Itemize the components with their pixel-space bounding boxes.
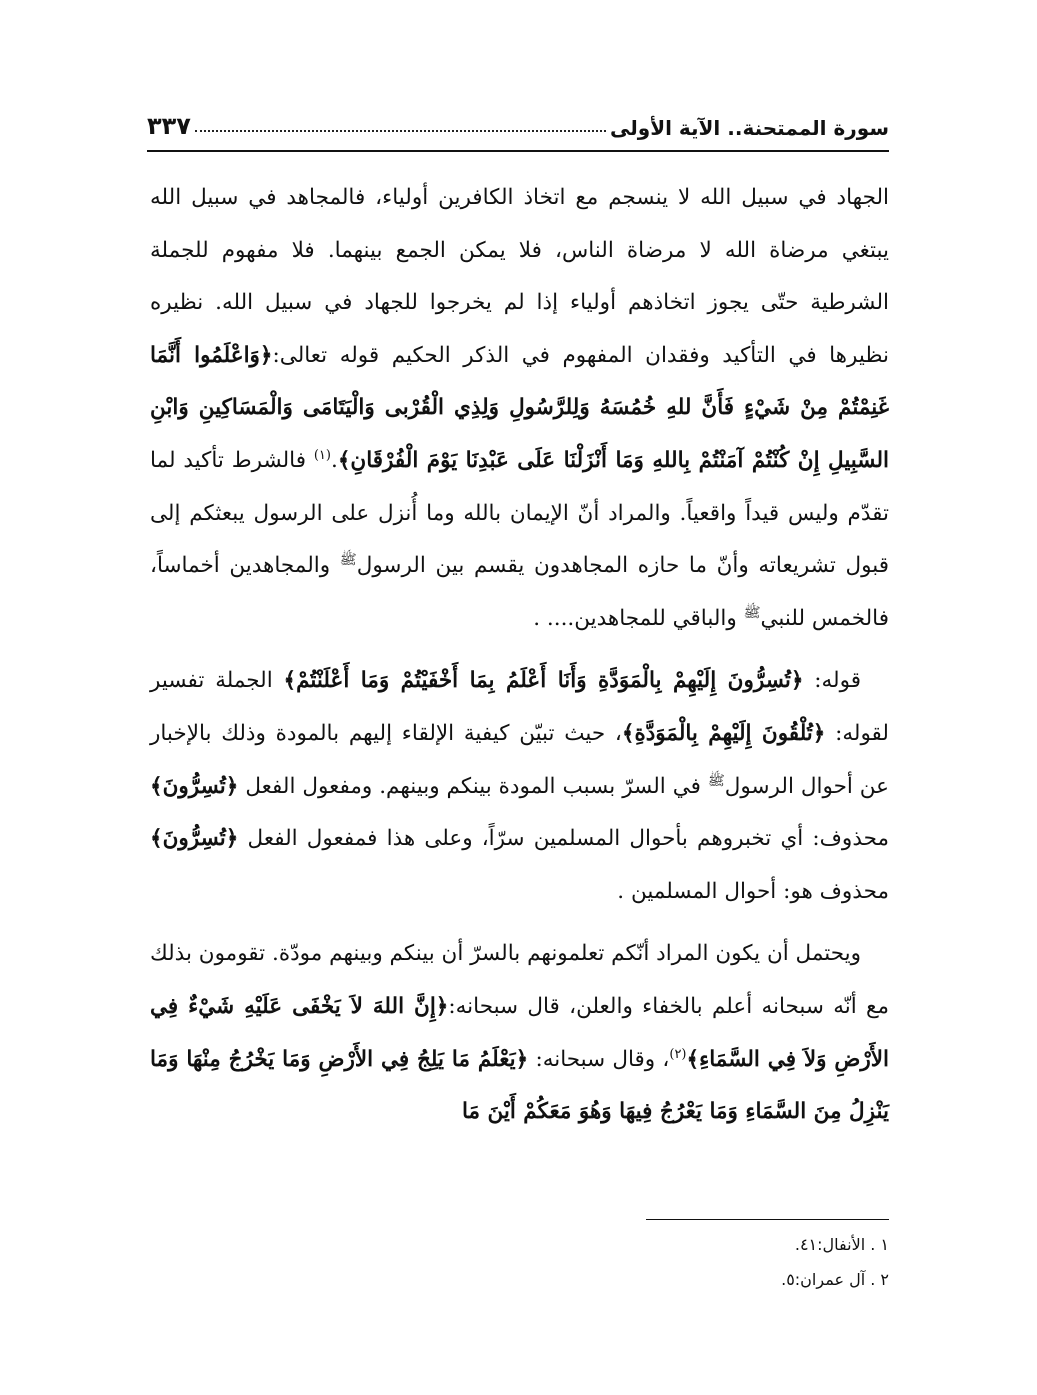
body-text: قوله: — [803, 668, 861, 694]
body-text: محذوف: أي تخبروهم بأحوال المسلمين سرّاً، وعلى هذا فمفعول الفعل — [238, 826, 889, 852]
body-text: فالشرط تأكيد لما تقدّم وليس قيداً واقعياً. والمراد أنّ الإيمان بالله وما أُنزل على الرسول يبعثكم إلى قبول تشريعاته وأنّ ما حازه المجاهدون يقسم بين الرسول — [150, 447, 889, 579]
paragraph-3 — [150, 928, 889, 1138]
footnote-ref: (١) — [313, 447, 331, 463]
body-text: ، وقال سبحانه: — [528, 1046, 670, 1072]
body-text: الجهاد في سبيل الله لا ينسجم مع اتخاذ الكافرين أولياء، فالمجاهد في سبيل الله يبتغي مرضاة الله لا مرضاة الناس، فلا يمكن الجمع بينهما. فلا مفهوم للجملة الشرطية حتّى يجوز اتخاذهم أولياء إذا لم يخرجوا للجهاد في سبيل الله. نظيره نظيرها في التأكيد وفقدان المفهوم في الذكر الحكيم قوله تعالى: — [150, 185, 889, 368]
footnote-1: ١ . الأنفال:٤١. — [794, 1235, 889, 1254]
honorific-glyph: ﷺ — [339, 552, 357, 568]
body-text: الجملة تفسير لقوله: — [150, 668, 889, 746]
footnote-divider — [646, 1219, 889, 1220]
body-text: في السرّ بسبب المودة بينكم وبينهم. ومفعول الفعل — [238, 773, 708, 799]
quran-verse: ﴿تُسِرُّونَ إِلَيْهِمْ بِالْمَوَدَّةِ وَأَنَا أَعْلَمُ بِمَا أَخْفَيْتُمْ وَمَا أَعْلَنْتُمْ﴾ — [283, 668, 804, 694]
chapter-title: سورة الممتحنة.. الآية الأولى — [610, 116, 889, 140]
paragraph-2 — [150, 655, 889, 918]
page-number: ٣٣٧ — [147, 112, 191, 140]
header-divider — [147, 150, 889, 152]
body-text: ، حيث تبيّن كيفية الإلقاء إليهم بالمودة وذلك بالإخبار عن أحوال الرسول — [150, 720, 889, 799]
body-text: محذوف هو: أحوال المسلمين . — [617, 878, 889, 904]
body-text: . — [330, 447, 338, 473]
leader-dots — [195, 129, 606, 132]
quran-verse: ﴿تُسِرُّونَ﴾ — [150, 773, 239, 799]
honorific-glyph: ﷺ — [707, 772, 725, 789]
quran-verse: ﴿تُلْقُونَ إِلَيْهِمْ بِالْمَوَدَّةِ﴾ — [621, 720, 826, 746]
running-header — [147, 98, 889, 140]
body-text: والباقي للمجاهدين.... . — [533, 605, 744, 631]
quran-verse: ﴿وَاعْلَمُوا أَنَّمَا غَنِمْتُمْ مِنْ شَيْءٍ فَأَنَّ للهِ خُمُسَهُ وَلِلرَّسُولِ وَلِذِي الْقُرْبى وَالْيَتَامَى وَالْمَسَاكِينِ وَابْنِ السَّبِيلِ إِنْ كُنْتُمْ آمَنْتُمْ بِاللهِ وَمَا أَنْزَلْنَا عَلَى عَبْدِنَا يَوْمَ الْفُرْقَانِ﴾ — [150, 342, 890, 473]
main-text — [150, 172, 889, 1139]
quran-verse: ﴿إِنَّ اللهَ لاَ يَخْفَى عَلَيْهِ شَيْءٌ فِي الأَرْضِ وَلاَ فِي السَّمَاءِ﴾ — [150, 993, 889, 1072]
honorific-glyph: ﷺ — [743, 604, 761, 621]
body-text: ويحتمل أن يكون المراد أنّكم تعلمونهم بالسرّ أن بينكم وبينهم مودّة. تقومون بذلك مع أنّه سبحانه أعلم بالخفاء والعلن، قال سبحانه: — [150, 941, 889, 1019]
footnotes — [489, 1227, 889, 1297]
quran-verse: ﴿يَعْلَمُ مَا يَلِجُ فِي الأَرْضِ وَمَا يَخْرُجُ مِنْهَا وَمَا يَنْزِلُ مِنَ السَّمَاءِ وَمَا يَعْرُجُ فِيهَا وَهُوَ مَعَكُمْ أَيْنَ مَا — [150, 1046, 889, 1125]
quran-verse: ﴿تُسِرُّونَ﴾ — [150, 826, 239, 852]
body-text: والمجاهدين أخماساً، فالخمس للنبي — [150, 553, 889, 631]
footnote-2: ٢ . آل عمران:٥. — [781, 1270, 889, 1289]
paragraph-1 — [150, 172, 889, 645]
footnote-ref: (٢) — [669, 1046, 687, 1062]
